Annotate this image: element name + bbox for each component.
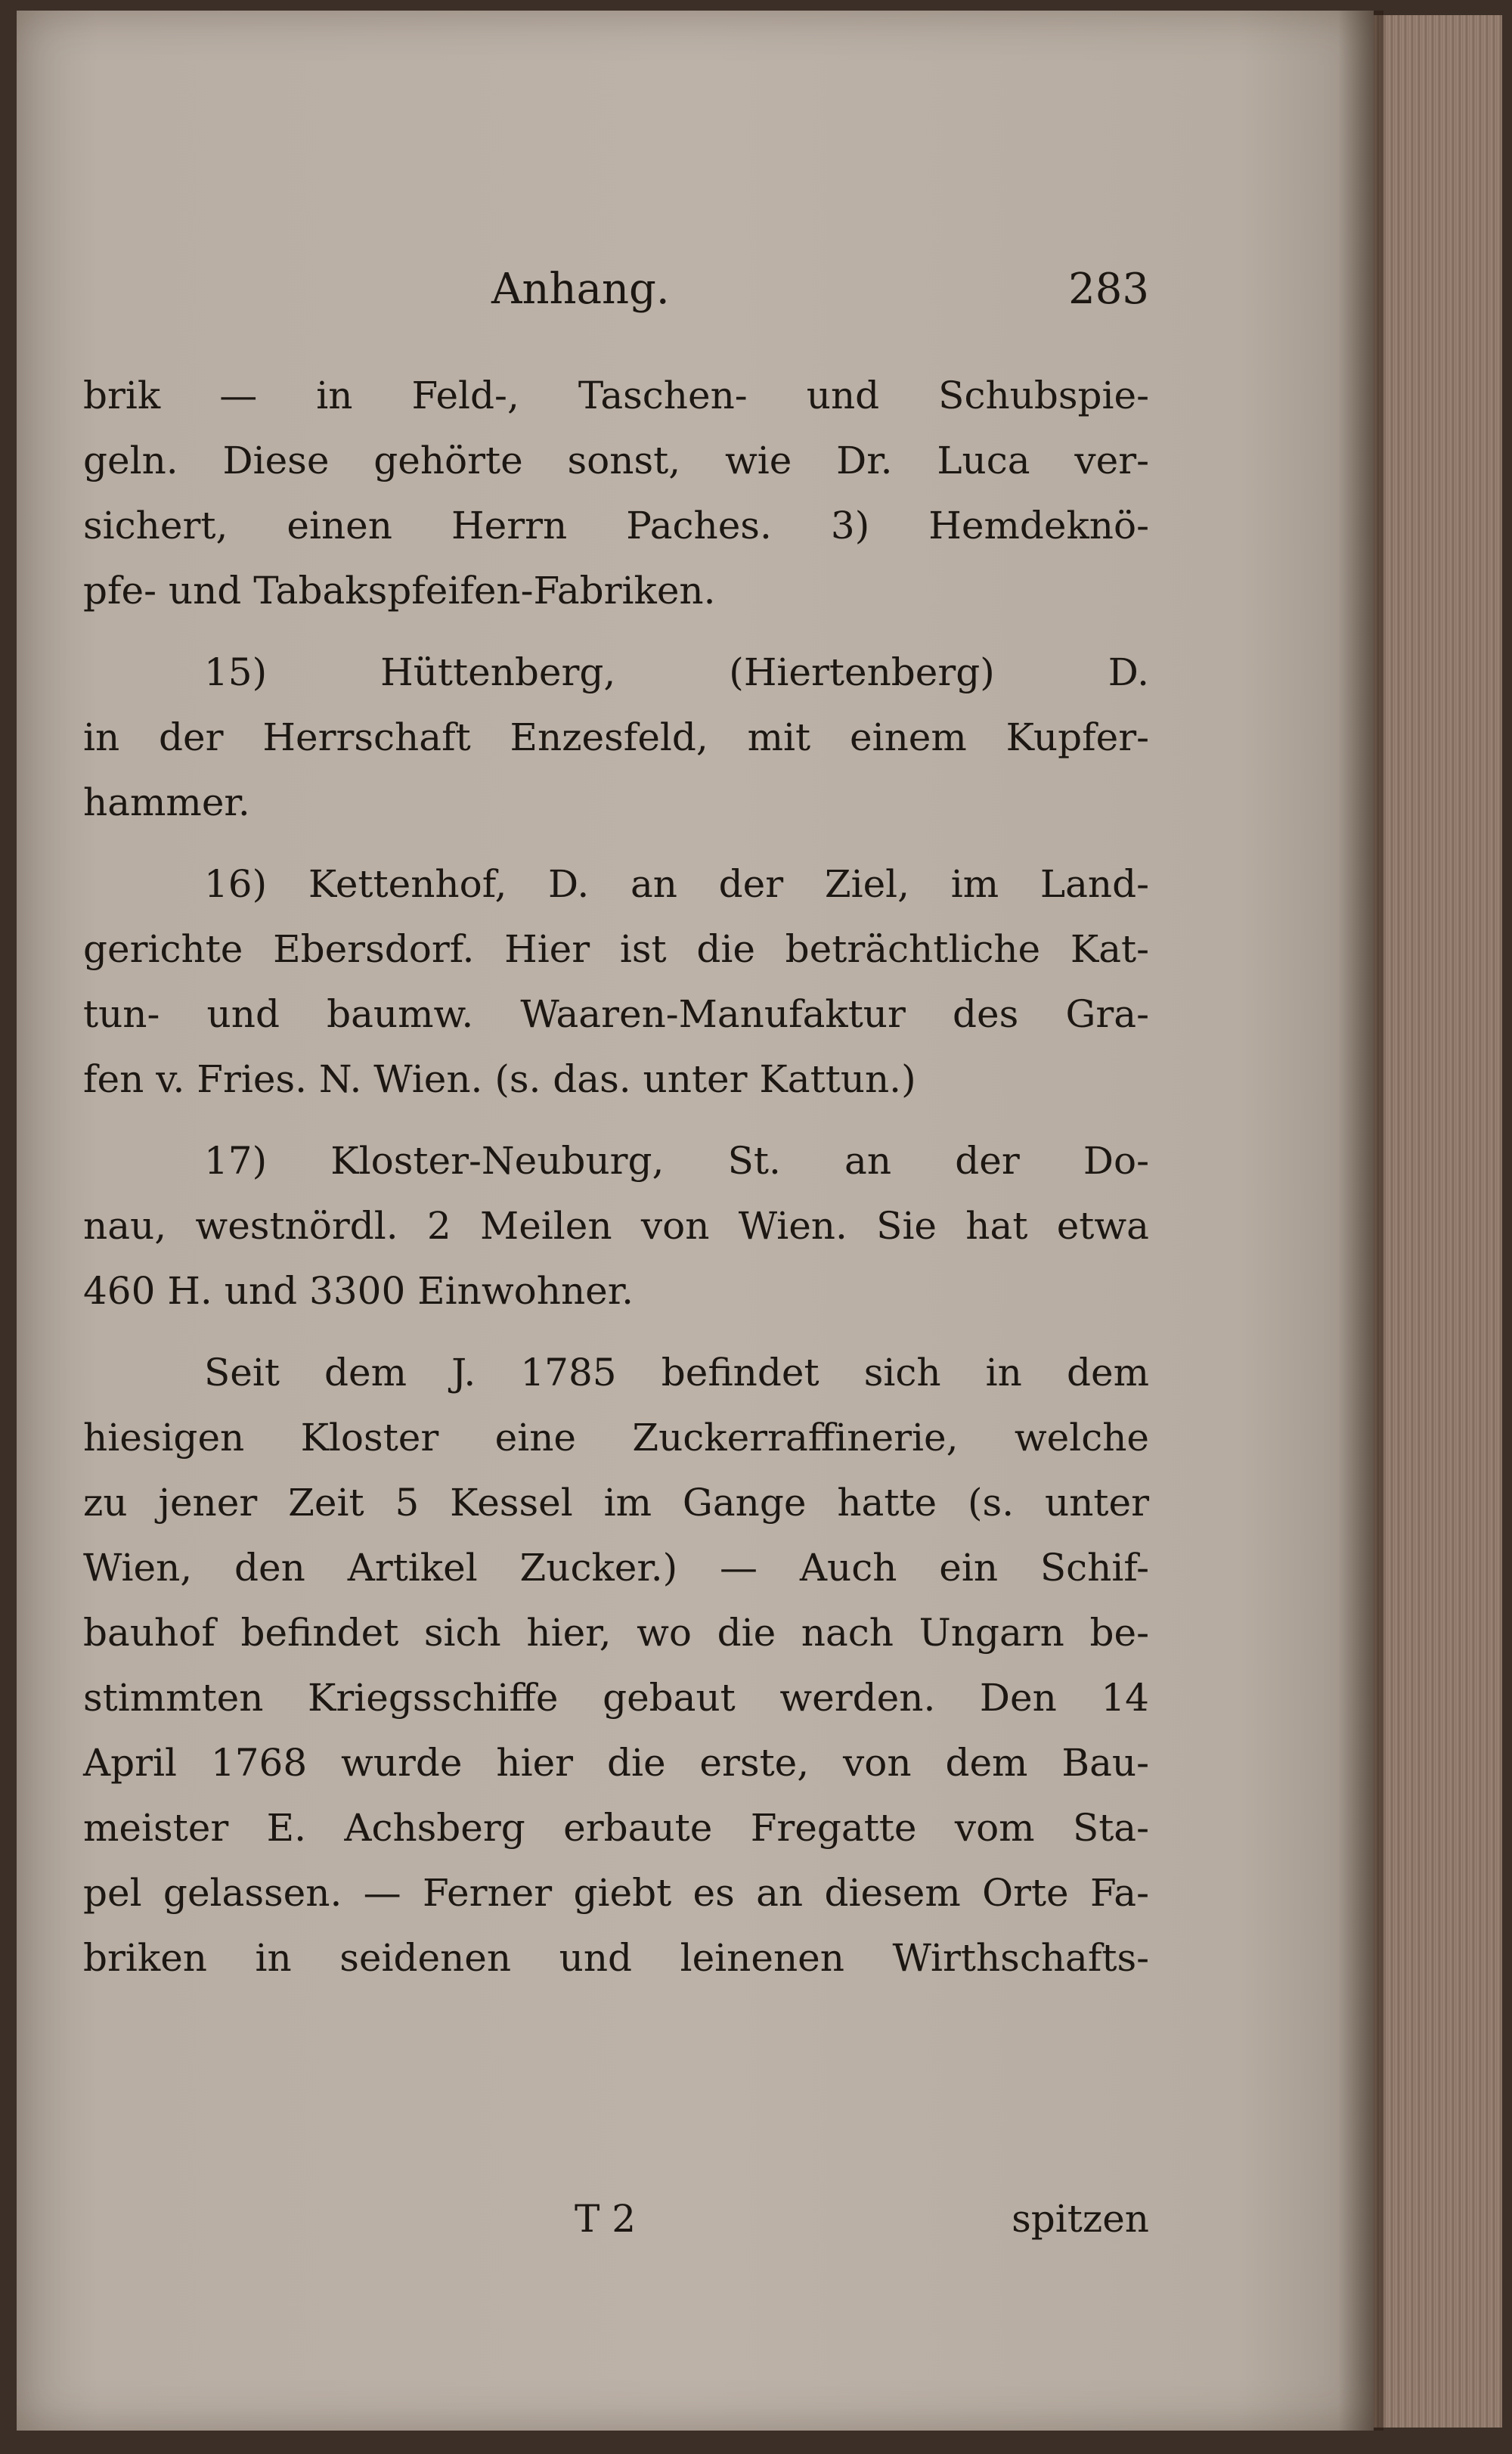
paragraph-sugar: [83, 1340, 1149, 1990]
catchword: spitzen: [1012, 2197, 1149, 2241]
text-line: 17) Kloster-Neuburg, St. an der Do-: [204, 1139, 1149, 1183]
body-text: [83, 363, 1149, 1990]
text-line: 460 H. und 3300 Einwohner.: [83, 1269, 634, 1313]
text-line: briken in seidenen und leinenen Wirthschafts-: [83, 1936, 1149, 1980]
binding-shadow: [1338, 11, 1383, 2431]
text-line: Seit dem J. 1785 befindet sich in dem: [204, 1351, 1149, 1395]
running-header: [83, 265, 1149, 325]
text-line: hiesigen Kloster eine Zuckerraffinerie, welche: [83, 1416, 1149, 1460]
page-footer: [83, 2197, 1149, 2257]
text-line: pel gelassen. — Ferner giebt es an diesem Orte Fa-: [83, 1871, 1149, 1915]
text-line: bauhof befindet sich hier, wo die nach Ungarn be-: [83, 1611, 1149, 1655]
signature-mark: T 2: [575, 2197, 637, 2241]
text-line: brik — in Feld-, Taschen- und Schubspie-: [83, 374, 1149, 417]
text-line: fen v. Fries. N. Wien. (s. das. unter Kattun.): [83, 1057, 916, 1101]
text-line: tun- und baumw. Waaren-Manufaktur des Gra-: [83, 992, 1149, 1036]
entry-17: [83, 1128, 1149, 1323]
text-line: stimmten Kriegsschiffe gebaut werden. Den 14: [83, 1676, 1149, 1720]
text-line: 16) Kettenhof, D. an der Ziel, im Land-: [204, 862, 1149, 906]
text-line: Wien, den Artikel Zucker.) — Auch ein Schif-: [83, 1546, 1149, 1590]
entry-15: [83, 640, 1149, 835]
text-line: sichert, einen Herrn Paches. 3) Hemdeknö-: [83, 504, 1149, 548]
running-title: Anhang.: [491, 265, 670, 314]
text-line: gerichte Ebersdorf. Hier ist die beträchtliche Kat-: [83, 927, 1149, 971]
text-line: nau, westnördl. 2 Meilen von Wien. Sie hat etwa: [83, 1204, 1149, 1248]
page-number: 283: [1068, 265, 1149, 314]
text-line: 15) Hüttenberg, (Hiertenberg) D.: [204, 650, 1149, 694]
text-line: hammer.: [83, 780, 250, 824]
entry-16: [83, 852, 1149, 1112]
text-line: in der Herrschaft Enzesfeld, mit einem Kupfer-: [83, 715, 1149, 759]
text-line: meister E. Achsberg erbaute Fregatte vom Sta-: [83, 1806, 1149, 1850]
text-line: zu jener Zeit 5 Kessel im Gange hatte (s. unter: [83, 1481, 1149, 1525]
text-line: geln. Diese gehörte sonst, wie Dr. Luca ver-: [83, 439, 1149, 482]
text-line: April 1768 wurde hier die erste, von dem Bau-: [83, 1741, 1149, 1785]
book-page-edges: [1374, 15, 1502, 2428]
text-line: pfe- und Tabakspfeifen-Fabriken.: [83, 569, 716, 613]
paragraph-continuation: [83, 363, 1149, 623]
